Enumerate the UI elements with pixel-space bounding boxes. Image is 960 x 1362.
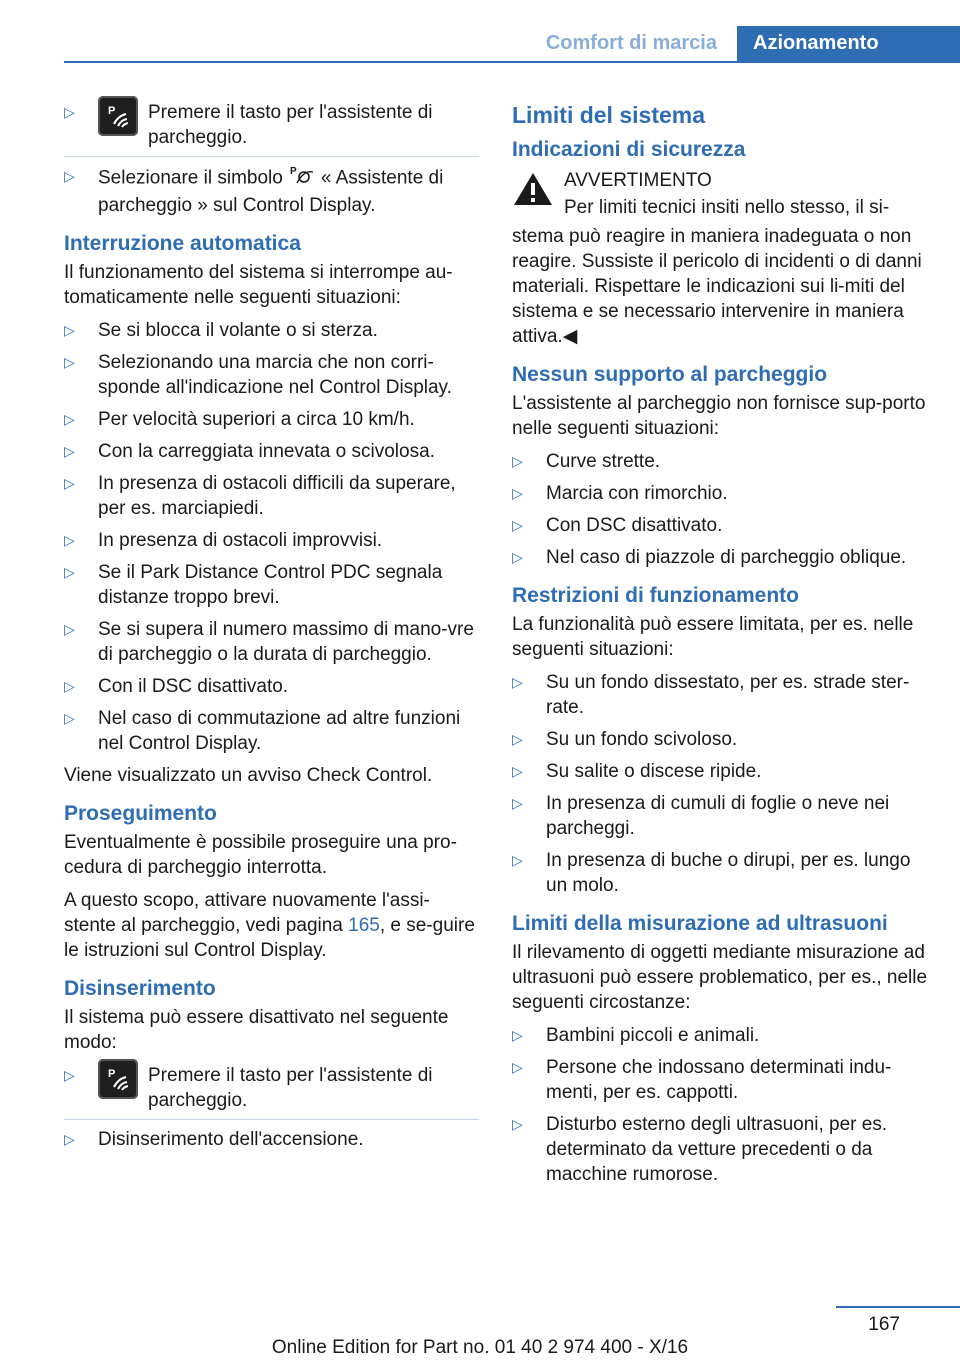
list-item-text: Se si supera il numero massimo di mano-vre di parcheggio o la durata di parcheggio. xyxy=(98,619,474,665)
list-item xyxy=(64,318,479,343)
list-item-text: Con la carreggiata innevata o scivolosa. xyxy=(98,441,435,462)
list-item xyxy=(64,407,479,432)
list-item-text: In presenza di ostacoli improvvisi. xyxy=(98,530,383,551)
heading-ultrasuoni: Limiti della misurazione ad ultrasuoni xyxy=(512,912,888,935)
list-item xyxy=(512,449,930,474)
parking-assistant-button-icon xyxy=(98,1059,138,1099)
bullet-triangle-icon: ▷ xyxy=(512,1116,523,1132)
list-item xyxy=(64,1063,479,1120)
bullet-triangle-icon: ▷ xyxy=(512,1059,523,1075)
header-section-azionamento[interactable]: Azionamento xyxy=(737,26,960,61)
list-item xyxy=(64,560,479,610)
list-item xyxy=(64,674,479,699)
header-rule xyxy=(64,61,960,63)
svg-text:P: P xyxy=(108,105,116,117)
list-item-text: Per velocità superiori a circa 10 km/h. xyxy=(98,409,415,430)
ultrasuoni-list xyxy=(512,1023,930,1187)
list-item xyxy=(512,848,930,898)
list-item xyxy=(512,727,930,752)
warning-triangle-icon xyxy=(512,170,560,220)
footer-rule xyxy=(836,1306,960,1308)
list-item-text: Marcia con rimorchio. xyxy=(546,483,728,504)
paragraph: L'assistente al parcheggio non fornisce sup-porto nelle seguenti situazioni: xyxy=(512,393,926,439)
interruzione-list xyxy=(64,318,479,756)
page-number: 167 xyxy=(868,1314,900,1335)
heading-limiti-sistema: Limiti del sistema xyxy=(512,102,706,128)
list-item xyxy=(64,528,479,553)
step-text-before: Selezionare il simbolo xyxy=(98,167,283,189)
list-item-text: Nel caso di commutazione ad altre funzioni nel Control Display. xyxy=(98,708,461,754)
warning-first-line: Per limiti tecnici insiti nello stesso, il si- xyxy=(564,197,890,218)
bullet-triangle-icon: ▷ xyxy=(64,354,75,370)
disinserimento-list xyxy=(64,1063,479,1152)
bullet-triangle-icon: ▷ xyxy=(64,621,75,637)
paragraph: Il funzionamento del sistema si interrompe au-tomaticamente nelle seguenti situazioni: xyxy=(64,262,453,308)
list-item xyxy=(512,1112,930,1187)
paragraph: Il rilevamento di oggetti mediante misurazione ad ultrasuoni può essere problematico, per es., nelle seguenti circostanze: xyxy=(512,942,928,1013)
header-section-comfort[interactable]: Comfort di marcia xyxy=(545,32,717,54)
paragraph-text: A questo scopo, attivare nuovamente l'assi-stente al parcheggio, vedi pagina xyxy=(64,890,430,936)
list-item xyxy=(64,617,479,667)
bullet-triangle-icon: ▷ xyxy=(512,731,523,747)
intro-steps-list xyxy=(64,100,479,218)
bullet-triangle-icon: ▷ xyxy=(512,1027,523,1043)
bullet-triangle-icon: ▷ xyxy=(64,1131,75,1147)
list-item-text: Disturbo esterno degli ultrasuoni, per es. determinato da vetture precedenti o da macchine rumorose. xyxy=(546,1114,888,1185)
paragraph: Eventualmente è possibile proseguire una pro-cedura di parcheggio interrotta. xyxy=(64,832,457,878)
list-item xyxy=(512,481,930,506)
svg-text:P: P xyxy=(289,166,297,177)
list-item-text: Curve strette. xyxy=(546,451,661,472)
bullet-triangle-icon: ▷ xyxy=(64,678,75,694)
paragraph: Viene visualizzato un avviso Check Control. xyxy=(64,765,433,786)
bullet-triangle-icon: ▷ xyxy=(64,322,75,338)
warning-body: stema può reagire in maniera inadeguata o non reagire. Sussiste il pericolo di incidenti o di danni materiali. Rispettare le indicazioni sui li-miti del sistema e se necessario intervenire in maniera attiva.◀ xyxy=(512,226,922,347)
list-item-text: Persone che indossano determinati indu-menti, per es. cappotti. xyxy=(546,1057,892,1103)
bullet-triangle-icon: ▷ xyxy=(512,795,523,811)
parking-assistant-button-icon xyxy=(98,96,138,136)
bullet-triangle-icon: ▷ xyxy=(512,517,523,533)
list-item-text: In presenza di cumuli di foglie o neve nei parcheggi. xyxy=(546,793,890,839)
bullet-triangle-icon: ▷ xyxy=(64,710,75,726)
right-column xyxy=(512,100,930,1194)
list-item-text: Su un fondo dissestato, per es. strade ster-rate. xyxy=(546,672,910,718)
list-item-text: Con DSC disattivato. xyxy=(546,515,723,536)
warning-label: AVVERTIMENTO xyxy=(564,170,712,191)
step-text: Premere il tasto per l'assistente di parcheggio. xyxy=(148,1065,433,1111)
bullet-triangle-icon: ▷ xyxy=(512,453,523,469)
paragraph: Il sistema può essere disattivato nel seguente modo: xyxy=(64,1007,449,1053)
bullet-triangle-icon: ▷ xyxy=(64,532,75,548)
list-item-text: In presenza di buche o dirupi, per es. lungo un molo. xyxy=(546,850,911,896)
bullet-triangle-icon: ▷ xyxy=(512,674,523,690)
bullet-triangle-icon: ▷ xyxy=(512,485,523,501)
list-item-text: Bambini piccoli e animali. xyxy=(546,1025,760,1046)
list-item-text: Selezionando una marcia che non corri-sponde all'indicazione nel Control Display. xyxy=(98,352,452,398)
warning-block xyxy=(512,168,930,220)
nessun-supporto-list xyxy=(512,449,930,570)
page-link-165[interactable]: 165 xyxy=(348,915,380,936)
bullet-triangle-icon: ▷ xyxy=(64,1067,75,1083)
bullet-triangle-icon: ▷ xyxy=(64,168,75,184)
bullet-triangle-icon: ▷ xyxy=(64,411,75,427)
list-item-text: Se si blocca il volante o si sterza. xyxy=(98,320,378,341)
list-item-text: Se il Park Distance Control PDC segnala distanze troppo brevi. xyxy=(98,562,443,608)
list-item xyxy=(512,759,930,784)
list-item xyxy=(64,100,479,157)
parking-assistant-symbol-icon xyxy=(289,164,315,193)
bullet-triangle-icon: ▷ xyxy=(512,852,523,868)
bullet-triangle-icon: ▷ xyxy=(64,104,75,120)
step-text-after: « Assistente di parcheggio » sul Control Display. xyxy=(98,167,444,216)
heading-disinserimento: Disinserimento xyxy=(64,977,216,1000)
edition-line: Online Edition for Part no. 01 40 2 974 400 - X/16 xyxy=(271,1337,689,1358)
paragraph-with-link xyxy=(64,888,479,963)
list-item-text: In presenza di ostacoli difficili da superare, per es. marciapiedi. xyxy=(98,473,456,519)
step-text: Premere il tasto per l'assistente di parcheggio. xyxy=(148,102,433,148)
list-item xyxy=(64,706,479,756)
list-item-text: Disinserimento dell'accensione. xyxy=(98,1129,364,1150)
left-column xyxy=(64,100,479,1159)
list-item xyxy=(64,164,479,218)
list-item xyxy=(64,350,479,400)
list-item-text: Con il DSC disattivato. xyxy=(98,676,289,697)
list-item xyxy=(512,1055,930,1105)
list-item xyxy=(64,1127,479,1152)
bullet-triangle-icon: ▷ xyxy=(64,475,75,491)
list-item xyxy=(512,513,930,538)
heading-sicurezza: Indicazioni di sicurezza xyxy=(512,138,746,161)
list-item xyxy=(512,670,930,720)
bullet-triangle-icon: ▷ xyxy=(64,564,75,580)
heading-interruzione: Interruzione automatica xyxy=(64,232,301,255)
heading-proseguimento: Proseguimento xyxy=(64,802,217,825)
list-item-text: Nel caso di piazzole di parcheggio oblique. xyxy=(546,547,907,568)
list-item-text: Su un fondo scivoloso. xyxy=(546,729,738,750)
svg-text:P: P xyxy=(108,1068,116,1080)
bullet-triangle-icon: ▷ xyxy=(512,549,523,565)
heading-nessun-supporto: Nessun supporto al parcheggio xyxy=(512,363,828,386)
list-item xyxy=(512,545,930,570)
heading-restrizioni: Restrizioni di funzionamento xyxy=(512,584,799,607)
bullet-triangle-icon: ▷ xyxy=(64,443,75,459)
list-item-text: Su salite o discese ripide. xyxy=(546,761,762,782)
list-item xyxy=(64,439,479,464)
list-item xyxy=(512,791,930,841)
list-item xyxy=(64,471,479,521)
paragraph: La funzionalità può essere limitata, per es. nelle seguenti situazioni: xyxy=(512,614,914,660)
paragraph-text: , e se-guire le istruzioni sul Control Display. xyxy=(64,915,475,961)
warning-text xyxy=(564,168,930,220)
restrizioni-list xyxy=(512,670,930,898)
bullet-triangle-icon: ▷ xyxy=(512,763,523,779)
list-item xyxy=(512,1023,930,1048)
